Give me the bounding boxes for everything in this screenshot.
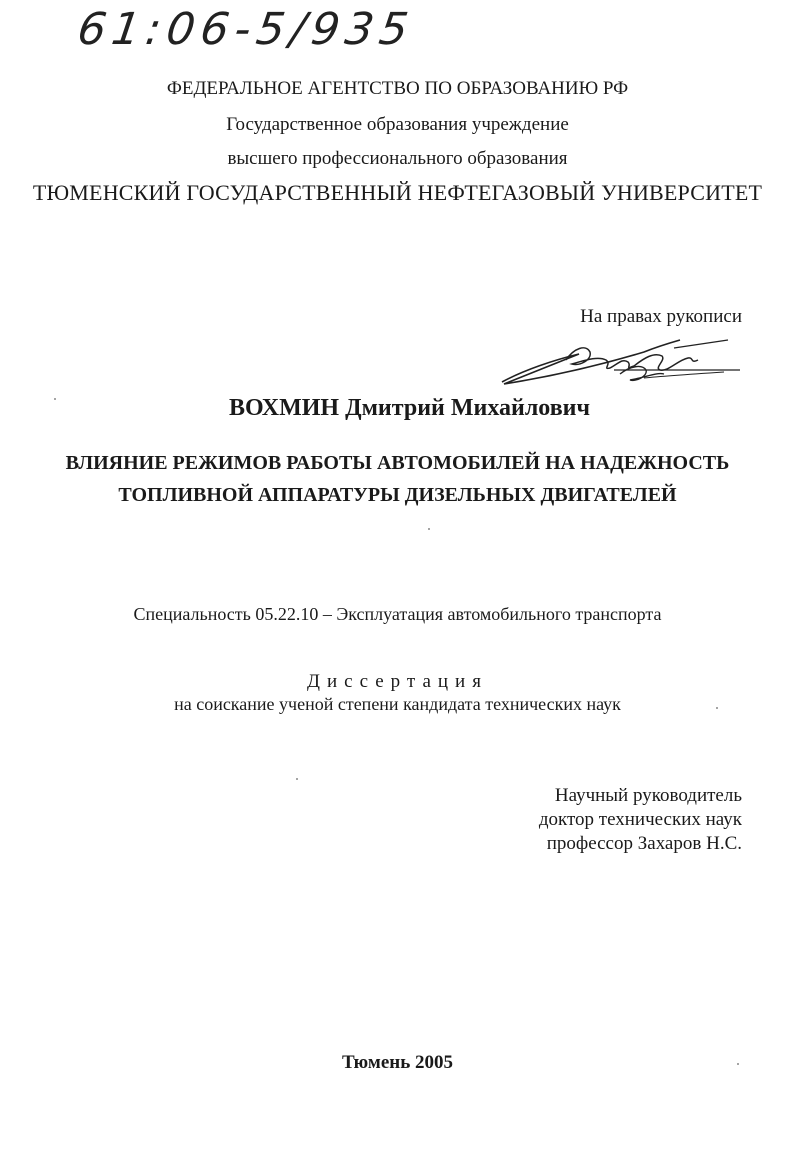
agency-name: ФЕДЕРАЛЬНОЕ АГЕНТСТВО ПО ОБРАЗОВАНИЮ РФ bbox=[166, 78, 629, 99]
institution-line-2: высшего профессионального образования bbox=[227, 148, 568, 169]
city-year: Тюмень 2005 bbox=[341, 1052, 454, 1073]
signature-image bbox=[494, 330, 744, 394]
dissertation-label: Диссертация bbox=[307, 671, 488, 692]
advisor-block bbox=[539, 784, 742, 856]
advisor-name: профессор Захаров Н.С. bbox=[546, 833, 742, 854]
scan-speck bbox=[296, 778, 298, 780]
title-line-1: ВЛИЯНИЕ РЕЖИМОВ РАБОТЫ АВТОМОБИЛЕЙ НА НАДЕЖНОСТЬ bbox=[65, 452, 730, 474]
author-name: ВОХМИН Дмитрий Михайлович bbox=[228, 395, 591, 421]
advisor-role: Научный руководитель bbox=[554, 785, 742, 806]
scan-speck bbox=[54, 398, 56, 400]
university-name: ТЮМЕНСКИЙ ГОСУДАРСТВЕННЫЙ НЕФТЕГАЗОВЫЙ УНИВЕРСИТЕТ bbox=[32, 180, 763, 205]
rights-note: На правах рукописи bbox=[580, 306, 742, 327]
advisor-degree: доктор технических наук bbox=[538, 809, 742, 830]
scan-speck bbox=[716, 707, 718, 709]
specialty-line: Специальность 05.22.10 – Эксплуатация автомобильного транспорта bbox=[133, 604, 662, 624]
title-line-2: ТОПЛИВНОЙ АППАРАТУРЫ ДИЗЕЛЬНЫХ ДВИГАТЕЛЕЙ bbox=[118, 484, 677, 506]
scan-speck bbox=[428, 528, 430, 530]
scan-speck bbox=[737, 1063, 739, 1065]
institution-line-1: Государственное образования учреждение bbox=[226, 114, 569, 135]
archive-code: 61:06-5/935 bbox=[74, 4, 418, 55]
degree-line: на соискание ученой степени кандидата технических наук bbox=[174, 694, 621, 714]
